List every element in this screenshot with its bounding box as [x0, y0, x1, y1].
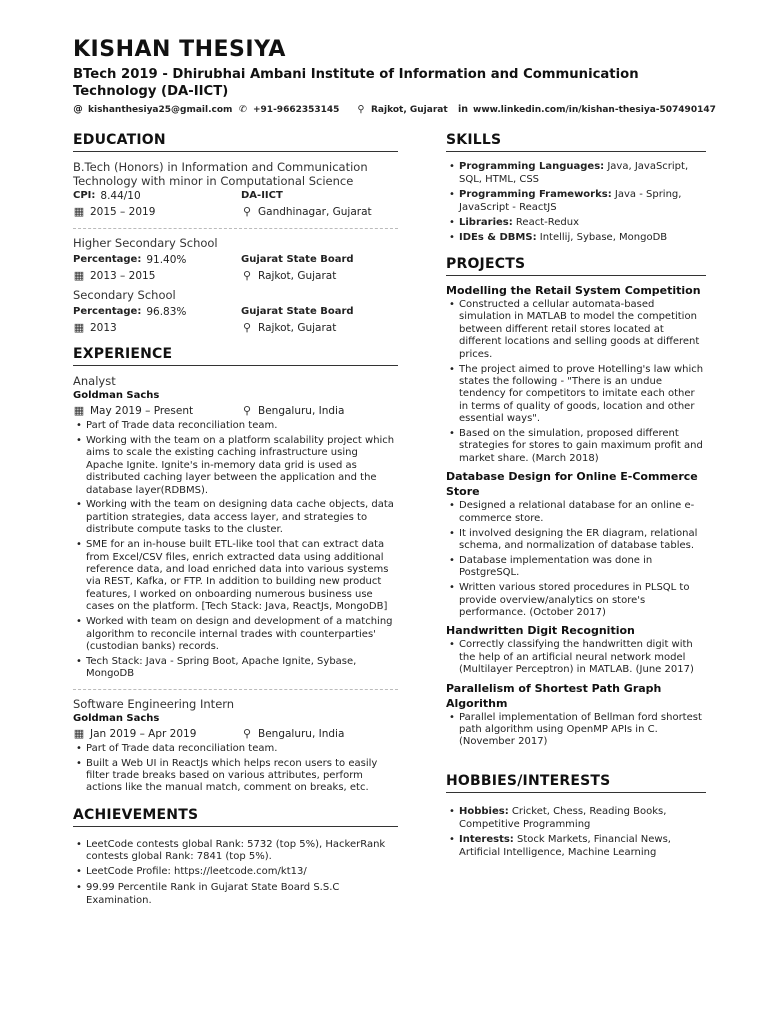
btech-row-1 [73, 188, 398, 204]
list-item: • LeetCode contests global Rank: 5732 (top 5%), HackerRank contests global Rank: 7841 (top 5%). [73, 839, 398, 864]
list-item: • Parallel implementation of Bellman ford shortest path algorithm using OpenMP APIs in C. (November 2017) [446, 712, 706, 749]
ssc-row-2 [73, 320, 398, 336]
job1-place: Bengaluru, India [258, 405, 345, 417]
list-item [446, 216, 706, 229]
ssc-row-1 [73, 304, 398, 320]
calendar-icon: ▦ [73, 269, 85, 282]
hobbies-list [446, 805, 706, 859]
linkedin-text: www.linkedin.com/in/kishan-thesiya-507490147 [473, 104, 716, 115]
skill-label: Libraries: [459, 217, 513, 228]
list-item [446, 188, 706, 214]
hsc-row-1 [73, 252, 398, 268]
candidate-name: KISHAN THESIYA [73, 37, 286, 62]
job1-company: Goldman Sachs [73, 390, 160, 401]
ssc-pct-label: Percentage: [73, 306, 142, 317]
ssc-dates: 2013 [90, 322, 117, 334]
resume-header [73, 36, 713, 100]
projects-heading: PROJECTS [446, 256, 706, 276]
list-item: • Correctly classifying the handwritten digit with the help of an artificial neural network model (Multilayer Perceptron) in MATLAB. (June 2017) [446, 639, 706, 676]
map-pin-icon: ⚲ [357, 104, 365, 115]
list-item: • Part of Trade data reconciliation team. [73, 743, 398, 755]
hsc-pct-value: 91.40% [146, 254, 187, 266]
list-item [446, 160, 706, 186]
left-column [73, 132, 398, 910]
list-item: • It involved designing the ER diagram, relational schema, and normalization of database tables. [446, 528, 706, 553]
btech-degree: B.Tech (Honors) in Information and Communication Technology with minor in Computational Science [73, 160, 368, 188]
list-item: • Part of Trade data reconciliation team. [73, 420, 398, 432]
project-bullets [446, 500, 706, 619]
ssc-place: Rajkot, Gujarat [258, 322, 337, 334]
calendar-icon: ▦ [73, 321, 85, 334]
list-item: • Working with the team on a platform scalability project which aims to scale the existing caching infrastructure using Apache Ignite. Ignite's in-memory data grid is used as distributed caching layer between the application and the database layer(RDBMS). [73, 435, 398, 497]
list-item: • SME for an in-house built ETL-like tool that can extract data from Excel/CSV files, enrich extracted data using additional reference data, and load enriched data into various systems via REST, Kafka, or FTP. In addition to building new product features, I worked on onboarding numerous business use cases on the platform. [Tech Stack: Java, ReactJs, MongoDB] [73, 539, 398, 613]
hobby-value: Stock Markets, Financial News, Artificial Intelligence, Machine Learning [459, 833, 671, 858]
list-item: • Constructed a cellular automata-based simulation in MATLAB to model the competition between different retail stores located at different locations and selling goods at different prices. [446, 299, 706, 361]
hsc-board: Gujarat State Board [241, 254, 354, 265]
ssc-board: Gujarat State Board [241, 306, 354, 317]
map-pin-icon: ⚲ [242, 205, 252, 218]
linkedin-icon: in [458, 104, 469, 115]
btech-dates: 2015 – 2019 [90, 206, 156, 218]
job2-meta [73, 726, 398, 742]
hsc-pct-label: Percentage: [73, 254, 142, 265]
list-item: • The project aimed to prove Hotelling's law which states the following - "There is an undue tendency for competitors to imitate each other in terms of quality of goods, location and other essential ways". [446, 364, 706, 426]
skill-value: Java, JavaScript, SQL, HTML, CSS [459, 161, 689, 185]
job2-bullets [73, 743, 398, 795]
calendar-icon: ▦ [73, 726, 85, 740]
hsc-degree: Higher Secondary School [73, 236, 218, 250]
skill-value: Intellij, Sybase, MongoDB [539, 232, 668, 243]
phone-text: +91-9662353145 [253, 104, 340, 115]
skill-value: Java - Spring, JavaScript - ReactJS [459, 189, 682, 213]
contact-linkedin[interactable] [458, 104, 716, 115]
list-item: • Written various stored procedures in PLSQL to provide overview/analytics on store's performance. (October 2017) [446, 582, 706, 619]
calendar-icon: ▦ [73, 404, 85, 417]
project-bullets [446, 639, 706, 676]
skills-list [446, 160, 706, 244]
divider [73, 689, 398, 690]
list-item: • Based on the simulation, proposed different strategies for stores to gain maximum profit and market share. (March 2018) [446, 428, 706, 465]
list-item [446, 231, 706, 244]
education-heading: EDUCATION [73, 132, 398, 152]
skill-label: Programming Languages: [459, 161, 605, 172]
skills-heading: SKILLS [446, 132, 706, 152]
skill-label: Programming Frameworks: [459, 189, 612, 200]
calendar-icon: ▦ [73, 205, 85, 218]
list-item: • LeetCode Profile: https://leetcode.com/kt13/ [73, 866, 398, 878]
project-title: Modelling the Retail System Competition [446, 284, 701, 297]
map-pin-icon: ⚲ [242, 404, 252, 417]
list-item: • Worked with team on design and development of a matching algorithm to reconcile internal trades with counterparties' (custodian banks) records. [73, 616, 398, 653]
project-title: Database Design for Online E-Commerce Store [446, 470, 698, 499]
experience-heading: EXPERIENCE [73, 346, 398, 366]
job1-bullets [73, 420, 398, 681]
ssc-pct-value: 96.83% [146, 306, 187, 318]
achievements-heading: ACHIEVEMENTS [73, 807, 398, 827]
job2-dates: Jan 2019 – Apr 2019 [90, 727, 197, 740]
ssc-degree: Secondary School [73, 288, 176, 302]
list-item: • Database implementation was done in PostgreSQL. [446, 555, 706, 580]
job1-meta [73, 403, 398, 419]
contact-phone[interactable] [238, 104, 339, 115]
project-title: Parallelism of Shortest Path Graph Algorithm [446, 681, 662, 710]
list-item: • 99.99 Percentile Rank in Gujarat State Board S.S.C Examination. [73, 882, 398, 907]
at-icon: @ [73, 104, 83, 115]
hobby-label: Interests: [459, 833, 514, 845]
project-bullets [446, 299, 706, 465]
project-bullets [446, 712, 706, 749]
skill-label: IDEs & DBMS: [459, 232, 537, 243]
hobby-value: Cricket, Chess, Reading Books, Competitive Programming [459, 805, 667, 830]
map-pin-icon: ⚲ [242, 269, 252, 282]
project-title: Handwritten Digit Recognition [446, 624, 635, 638]
hsc-place: Rajkot, Gujarat [258, 270, 337, 282]
job1-role: Analyst [73, 374, 116, 388]
btech-place: Gandhinagar, Gujarat [258, 206, 372, 218]
map-pin-icon: ⚲ [242, 321, 252, 334]
list-item: • Designed a relational database for an online e-commerce store. [446, 500, 706, 525]
job2-place: Bengaluru, India [258, 727, 345, 740]
list-item: • Tech Stack: Java - Spring Boot, Apache Ignite, Sybase, MongoDB [73, 656, 398, 681]
achievements-list [73, 839, 398, 908]
contact-location [356, 104, 448, 115]
divider [73, 228, 398, 229]
job2-role: Software Engineering Intern [73, 696, 235, 711]
list-item [446, 805, 706, 831]
hobbies-heading: HOBBIES/INTERESTS [446, 773, 706, 793]
map-pin-icon: ⚲ [242, 726, 252, 740]
list-item: • Built a Web UI in ReactJs which helps recon users to easily filter trade breaks based on various attributes, perform actions like the manual match, comment on breaks, etc. [73, 758, 398, 795]
hsc-row-2 [73, 268, 398, 284]
list-item [446, 833, 706, 859]
job1-dates: May 2019 – Present [90, 405, 194, 417]
list-item: • Working with the team on designing data cache objects, data partition strategies, data access layer, and strategies to distribute compute tasks to the cluster. [73, 499, 398, 536]
skill-value: React-Redux [515, 217, 579, 228]
hobby-label: Hobbies: [459, 805, 509, 817]
right-column [446, 132, 706, 861]
candidate-subtitle: BTech 2019 - Dhirubhai Ambani Institute of Information and Communication Technology (DA-IICT) [73, 67, 639, 99]
phone-icon: ✆ [239, 104, 247, 115]
cpi-label: CPI: [73, 190, 96, 201]
contact-email[interactable] [73, 104, 232, 115]
cpi-value: 8.44/10 [100, 190, 141, 202]
btech-row-2 [73, 204, 398, 220]
hsc-dates: 2013 – 2015 [90, 270, 156, 282]
email-text: kishanthesiya25@gmail.com [88, 104, 233, 115]
job2-company: Goldman Sachs [73, 712, 160, 724]
btech-institute: DA-IICT [241, 190, 283, 201]
location-text: Rajkot, Gujarat [371, 104, 448, 115]
